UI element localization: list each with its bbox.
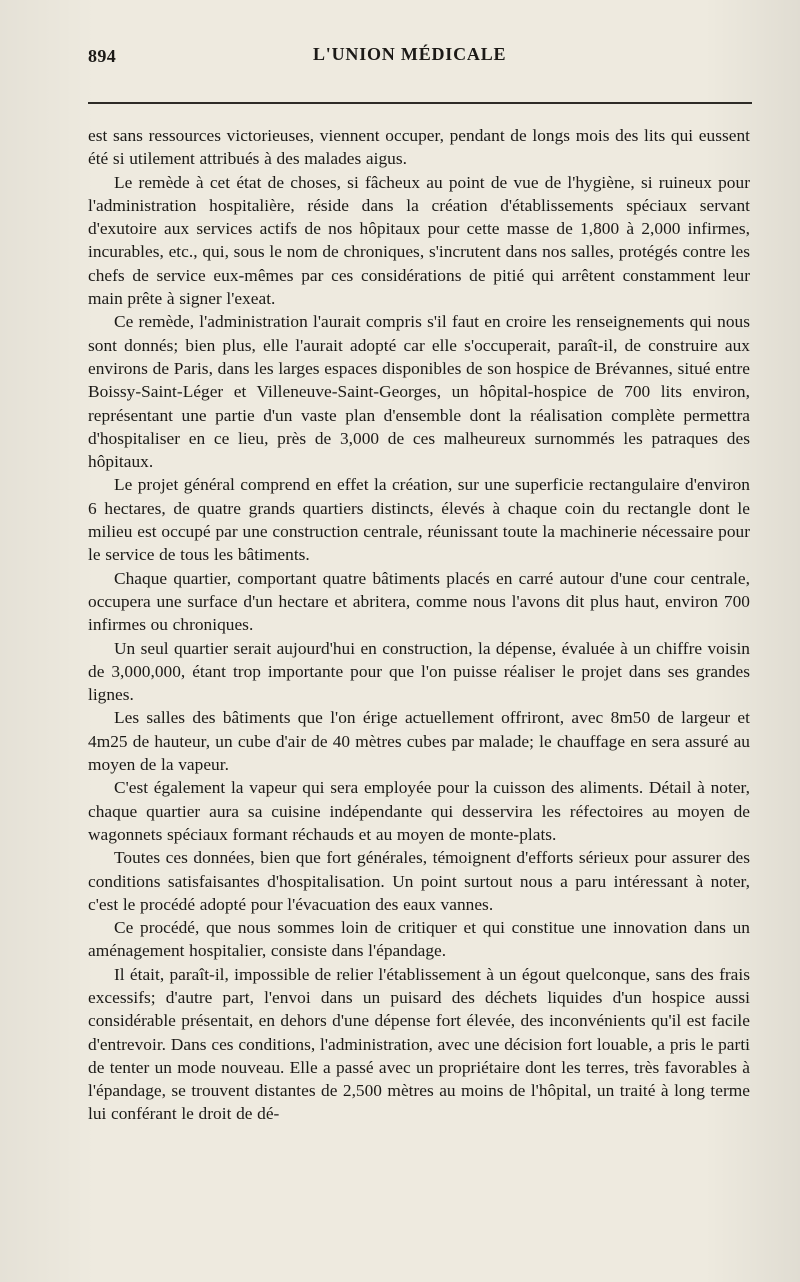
paragraph-3: Ce remède, l'administration l'aurait compris s'il faut en croire les renseignements qui nous sont donnés; bien plus, elle l'aurait adopté car elle s'occuperait, paraît-il, de construire aux environs de Paris, dans les larges espaces disponibles de son hospice de Brévannes, situé entre Boissy-Saint-Léger et Villeneuve-Saint-Georges, un hôpital-hospice de 700 lits environ, représentant une partie d'un vaste plan d'ensemble dont la réalisation complète permettra d'hospitaliser en ce lieu, près de 3,000 de ces malheureux surnommés les patraques des hôpitaux. (88, 312, 750, 472)
paragraph-6: Un seul quartier serait aujourd'hui en construction, la dépense, évaluée à un chiffre voisin de 3,000,000, étant trop importante pour que l'on puisse réaliser le projet dans ses grandes lignes. (88, 638, 750, 705)
paragraph-2: Le remède à cet état de choses, si fâcheux au point de vue de l'hygiène, si ruineux pour l'administration hospitalière, réside dans la création d'établissements spéciaux servant d'exutoire aux services actifs de nos hôpitaux pour cette masse de 1,800 à 2,000 infirmes, incurables, etc., qui, sous le nom de chroniques, s'incrutent dans nos salles, protégés contre les chefs de service eux-mêmes par ces considérations de pitié qui arrêtent constamment leur main prête à signer l'exeat. (88, 172, 750, 309)
paragraph-7: Les salles des bâtiments que l'on érige actuellement offriront, avec 8m50 de largeur et 4m25 de hauteur, un cube d'air de 40 mètres cubes par malade; le chauffage en sera assuré au moyen de la vapeur. (88, 708, 750, 775)
paragraph-4: Le projet général comprend en effet la création, sur une superficie rectangulaire d'environ 6 hectares, de quatre grands quartiers distincts, élevés à chaque coin du rectangle dont le milieu est occupé par une construction centrale, réunissant toute la machinerie nécessaire pour le service de tous les bâtiments. (88, 475, 750, 565)
page-header (88, 38, 758, 74)
paragraph-5: Chaque quartier, comportant quatre bâtiments placés en carré autour d'une cour centrale, occupera une surface d'un hectare et abritera, comme nous l'avons dit plus haut, environ 700 infirmes ou chroniques. (88, 568, 750, 635)
header-rule (88, 102, 752, 104)
running-title: L'UNION MÉDICALE (313, 44, 507, 64)
paragraph-1: est sans ressources victorieuses, viennent occuper, pendant de longs mois des lits qui eussent été si utilement attribués à des malades aigus. (88, 126, 750, 169)
paragraph-10: Ce procédé, que nous sommes loin de critiquer et qui constitue une innovation dans un aménagement hospitalier, consiste dans l'épandage. (88, 918, 750, 961)
article-body (88, 124, 750, 1126)
paragraph-9: Toutes ces données, bien que fort générales, témoignent d'efforts sérieux pour assurer des conditions satisfaisantes d'hospitalisation. Un point surtout nous a paru intéressant à noter, c'est le procédé adopté pour l'évacuation des eaux vannes. (88, 848, 750, 914)
page-number: 894 (88, 46, 117, 66)
paragraph-8: C'est également la vapeur qui sera employée pour la cuisson des aliments. Détail à noter, chaque quartier aura sa cuisine indépendante qui desservira les réfectoires au moyen de wagonnets spéciaux formant réchauds et au moyen de monte-plats. (88, 778, 750, 844)
paragraph-11: Il était, paraît-il, impossible de relier l'établissement à un égout quelconque, sans des frais excessifs; d'autre part, l'envoi dans un puisard des déchets liquides d'un hospice aussi considérable présentait, en dehors d'une dépense fort élevée, des inconvénients qu'il est facile d'entrevoir. Dans ces conditions, l'administration, avec une décision fort louable, a pris le parti de tenter un mode nouveau. Elle a passé avec un propriétaire dont les terres, très favorables à l'épandage, se trouvent distantes de 2,500 mètres au moins de l'hôpital, un traité à long terme lui conférant le droit de dé- (88, 964, 750, 1124)
